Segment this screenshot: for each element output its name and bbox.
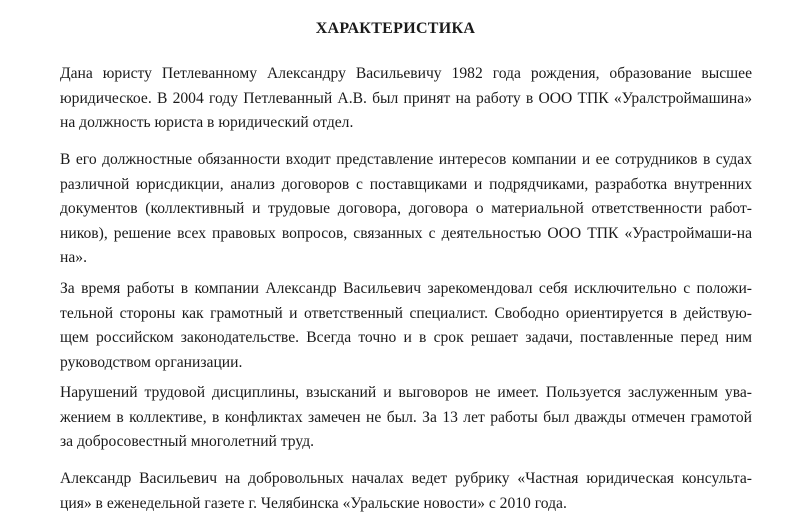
text-line: жением в коллективе, в конфликтах замечен не был. За 13 лет работы был дважды отмечен грамотой bbox=[60, 408, 752, 426]
text-line: За время работы в компании Александр Васильевич зарекомендовал себя исключительно с положи- bbox=[60, 280, 752, 297]
text-line: за добросовестный многолетний труд. bbox=[60, 433, 315, 450]
paragraph-duties bbox=[60, 148, 752, 271]
text-line: щем российском законодательстве. Всегда точно и в срок решает задачи, поставленные перед ним bbox=[60, 329, 752, 346]
text-line: ция» в еженедельной газете г. Челябинска «Уральские новости» с 2010 года. bbox=[60, 494, 567, 512]
text-line: ников), решение всех правовых вопросов, связанных с деятельностью ООО ТПК «Урастроймаши-на bbox=[60, 224, 752, 242]
text-line: юридическое. В 2004 году Петлеванный А.В. был принят на работу в ООО ТПК «Уралстроймашина» bbox=[60, 89, 752, 107]
text-line: на». bbox=[60, 249, 87, 266]
text-line: на должность юриста в юридический отдел. bbox=[60, 114, 354, 131]
text-line: документов (коллективный и трудовые договора, договора о материальной ответственности работ- bbox=[60, 200, 752, 217]
paragraph-employment bbox=[60, 62, 752, 136]
text-line: различной юрисдикции, анализ договоров с поставщиками и подрядчиками, разработка внутренних bbox=[60, 175, 752, 193]
text-line: Нарушений трудовой дисциплины, взысканий и выговоров не имеет. Пользуется заслуженным ува- bbox=[60, 384, 752, 401]
document-title: ХАРАКТЕРИСТИКА bbox=[315, 20, 476, 37]
text-line: тельной стороны как грамотный и ответственный специалист. Свободно ориентируется в действую- bbox=[60, 304, 752, 322]
paragraph-performance bbox=[60, 277, 752, 375]
text-line: В его должностные обязанности входит представление интересов компании и ее сотрудников в судах bbox=[60, 151, 752, 168]
text-line: Дана юристу Петлеванному Александру Васильевичу 1982 года рождения, образование высшее bbox=[60, 65, 752, 82]
text-line: Александр Васильевич на добровольных началах ведет рубрику «Частная юридическая консульта- bbox=[60, 470, 752, 487]
paragraph-volunteer bbox=[60, 467, 752, 516]
text-line: руководством организации. bbox=[60, 353, 243, 371]
paragraph-discipline bbox=[60, 381, 752, 455]
